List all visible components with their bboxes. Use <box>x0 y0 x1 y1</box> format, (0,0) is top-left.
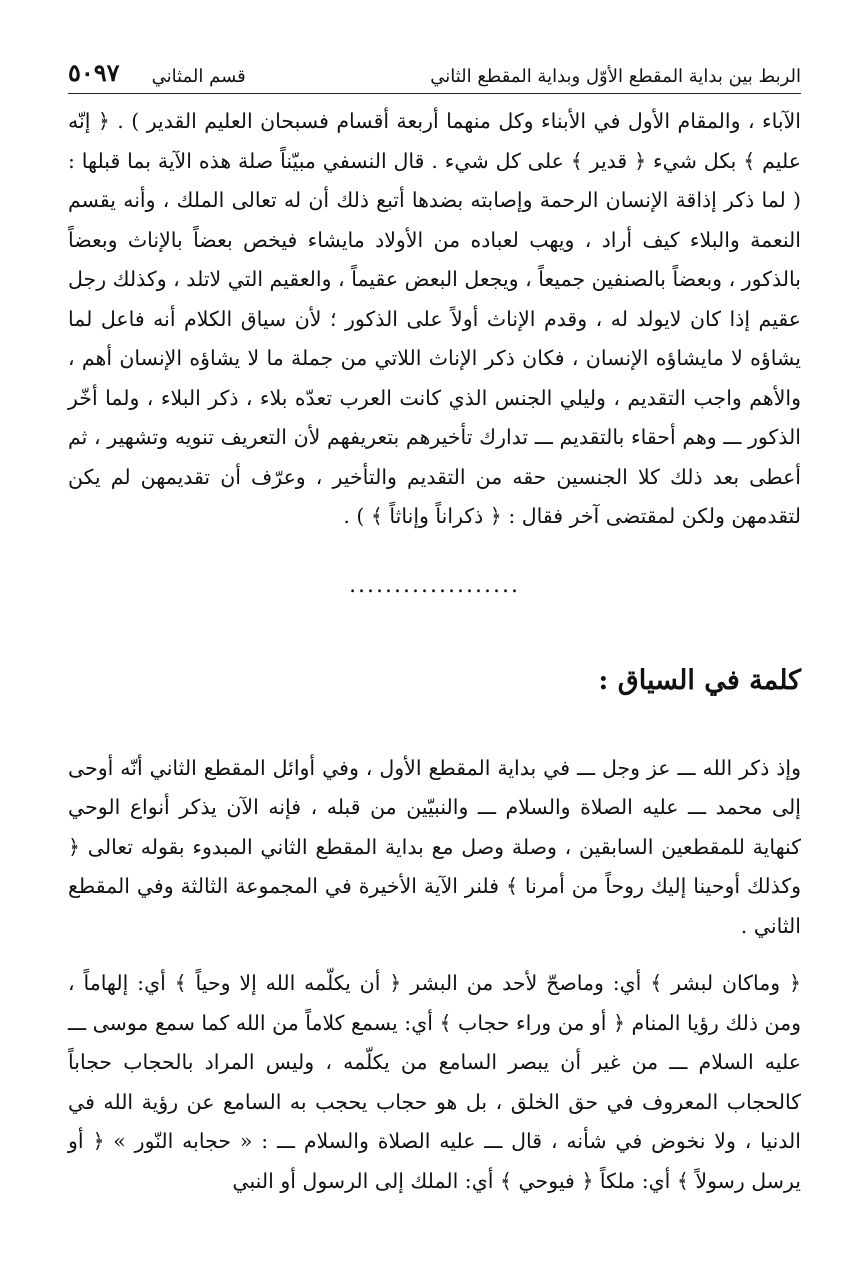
page-number: ٥٠٩٧ <box>68 58 120 87</box>
section-label: قسم المثاني <box>151 66 246 87</box>
header-left-group <box>68 58 246 87</box>
paragraph-3: ﴿ وماكان لبشر ﴾ أي: وماصحّ لأحد من البشر ﴿ أن يكلّمه الله إلا وحياً ﴾ أي: إلهاماً ، ومن ذلك رؤيا المنام ﴿ أو من وراء حجاب ﴾ أي: يسمع كلاماً من الله كما سمع موسى ـــ عليه السلام ـــ من غير أن يبصر السامع من يكلّمه ، وليس المراد بالحجاب حجاباً كالحجاب المعروف في حق الخلق ، بل هو حجاب يحجب به السامع عن رؤية الله في الدنيا ، ولا نخوض في شأنه ، قال ـــ عليه الصلاة والسلام ـــ : « حجابه النّور » ﴿ أو يرسل رسولاً ﴾ أي: ملكاً ﴿ فيوحي ﴾ أي: الملك إلى الرسول أو النبي <box>68 971 801 1193</box>
running-title: الربط بين بداية المقطع الأوّل وبداية المقطع الثاني <box>430 66 801 87</box>
paragraph-2: وإذ ذكر الله ـــ عز وجل ـــ في بداية المقطع الأول ، وفي أوائل المقطع الثاني أنّه أوحى إلى محمد ـــ عليه الصلاة والسلام ـــ والنبيّين من قبله ، فإنه الآن يذكر أنواع الوحي كنهاية للمقطعين السابقين ، وصلة وصل مع بداية المقطع الثاني المبدوء بقوله تعالى ﴿ وكذلك أوحينا إليك روحاً من أمرنا ﴾ فلنر الآية الأخيرة في المجموعة الثالثة وفي المقطع الثاني . <box>68 755 801 938</box>
page-header <box>68 56 801 94</box>
paragraph-1: الآباء ، والمقام الأول في الأبناء وكل منهما أربعة أقسام فسبحان العليم القدير ) . ﴿ إنّه عليم ﴾ بكل شيء ﴿ قدير ﴾ على كل شيء . قال النسفي مبيّناً صلة هذه الآية بما قبلها : ( لما ذكر إذاقة الإنسان الرحمة وإصابته بضدها أتبع ذلك أن له تعالى الملك ، وأنه يقسم النعمة والبلاء كيف أراد ، ويهب لعباده من الأولاد مايشاء فيخص بعضاً بالإناث وبعضاً بالذكور ، وبعضاً بالصنفين جميعاً ، ويجعل البعض عقيماً ، والعقيم التي لاتلد ، وكذلك رجل عقيم إذا كان لايولد له ، وقدم الإناث أولاً على الذكور ؛ لأن سياق الكلام أنه فاعل لما يشاؤه لا مايشاؤه الإنسان ، فكان ذكر الإناث اللاتي من جملة ما لا يشاؤه الإنسان أهم ، والأهم واجب التقديم ، وليلي الجنس الذي كانت العرب تعدّه بلاء ، ذكر البلاء ، ولما أخّر الذكور ـــ وهم أحقاء بالتقديم ـــ تدارك تأخيرهم بتعريفهم لأن التعريف تنويه وتشهير ، ثم أعطى بعد ذلك كلا الجنسين حقه من التقديم والتأخير ، وعرّف أن تقديمهن لم يكن لتقدمهن ولكن لمقتضى آخر فقال : ﴿ ذكراناً وإناثاً ﴾ ) . <box>68 109 801 528</box>
section-heading: كلمة في السياق : <box>598 664 801 696</box>
section-separator: ................... <box>349 572 520 598</box>
